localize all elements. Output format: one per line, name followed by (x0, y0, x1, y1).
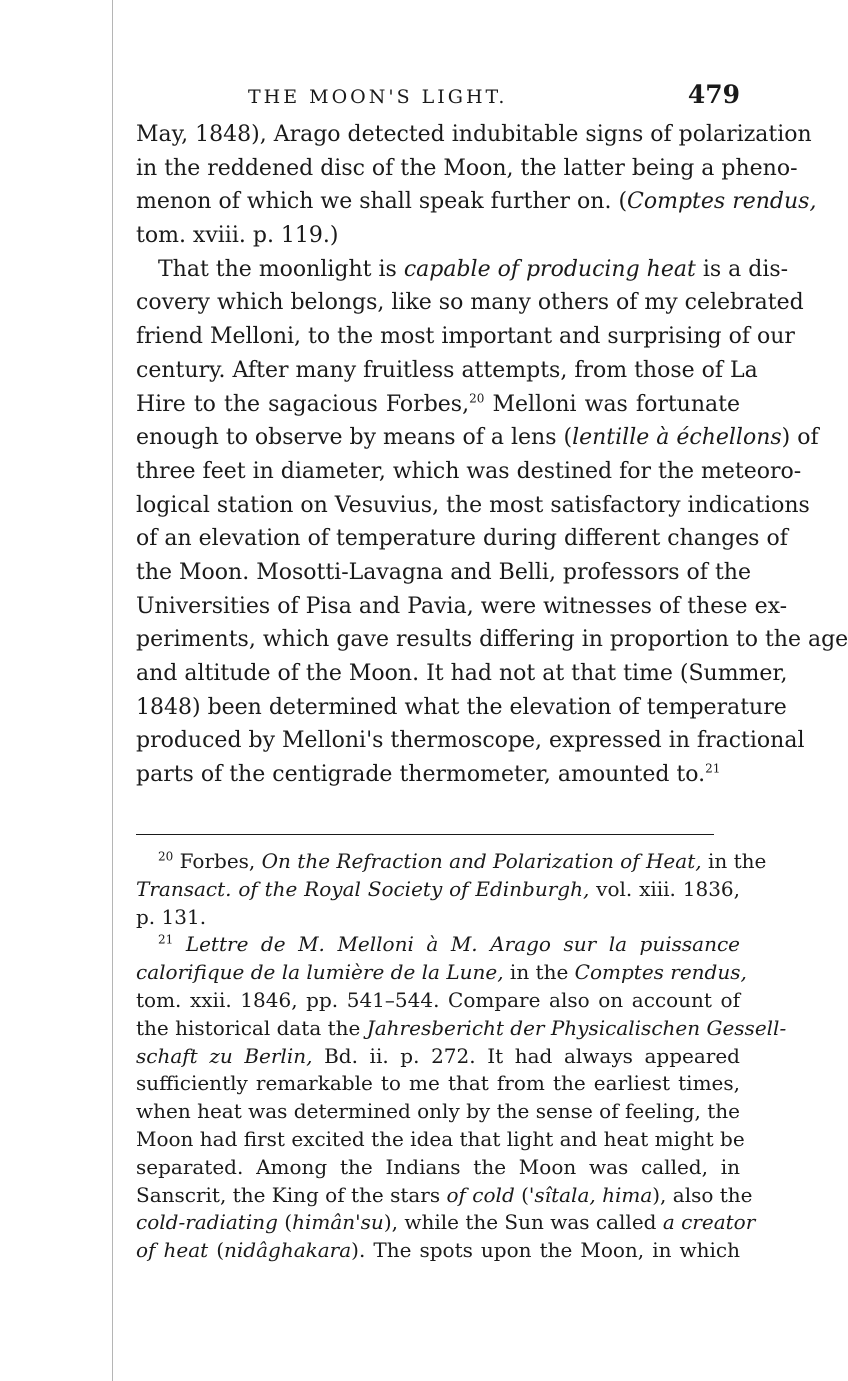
footnote-ref-21: 21 (705, 761, 721, 776)
footnote-line: Sanscrit, the King of the stars of cold ('sîtala, hima), also the (136, 1182, 753, 1207)
body-line: menon of which we shall speak further on. (Comptes rendus, (136, 189, 817, 215)
body-text (136, 118, 848, 792)
body-line: and altitude of the Moon. It had not at that time (Summer, (136, 661, 788, 686)
footnote-divider (136, 834, 714, 835)
body-line: of an elevation of temperature during different changes of (136, 526, 788, 552)
footnote-line: Transact. of the Royal Society of Edinburgh, vol. xiii. 1836, (136, 876, 741, 901)
footnote-line: $^{21}$ Lettre de M. Melloni à M. Arago sur la puissance (158, 932, 740, 957)
running-title: THE MOON'S LIGHT. (248, 86, 508, 108)
footnote-line: the historical data the Jahresbericht der Physicalischen Gessell- (136, 1015, 787, 1040)
footnote-line: p. 131. (136, 904, 207, 929)
body-line: Universities of Pisa and Pavia, were witnesses of these ex- (136, 593, 788, 619)
footnotes (136, 848, 787, 1265)
footnote-line: of heat (nidâghakara). The spots upon the Moon, in which (136, 1238, 741, 1263)
footnote-line: when heat was determined only by the sense of feeling, the (136, 1099, 740, 1124)
footnote-line: separated. Among the Indians the Moon was called, in (136, 1154, 740, 1179)
footnote-line: cold-radiating (himân'su), while the Sun was called a creator (136, 1210, 756, 1235)
body-line: friend Melloni, to the most important and surprising of our (136, 324, 795, 350)
body-line: 1848) been determined what the elevation of temperature (136, 694, 787, 720)
body-line: three feet in diameter, which was destined for the meteoro- (136, 458, 802, 484)
body-line: tom. xviii. p. 119.) (136, 223, 339, 249)
body-line: logical station on Vesuvius, the most satisfactory indications (136, 492, 810, 518)
footnote-line: tom. xxii. 1846, pp. 541–544. Compare also on account of (136, 987, 740, 1012)
page-header (128, 80, 740, 110)
body-line: produced by Melloni's thermoscope, expressed in fractional (136, 728, 805, 754)
body-line: May, 1848), Arago detected indubitable signs of polarization (136, 122, 812, 147)
body-line: century. After many fruitless attempts, from those of La (136, 357, 758, 383)
body-line: Hire to the sagacious Forbes,$^{20}$ Melloni was fortunate (136, 391, 740, 417)
body-line: parts of the centigrade thermometer, amounted to.$^{21}$ (136, 761, 721, 788)
footnote-ref-20: 20 (469, 391, 485, 406)
body-line: in the reddened disc of the Moon, the latter being a pheno- (136, 155, 798, 181)
body-line: periments, which gave results differing in proportion to the age (136, 627, 848, 653)
footnote-line: $^{20}$ Forbes, On the Refraction and Polarization of Heat, in the (158, 849, 767, 873)
body-line: That the moonlight is capable of producing heat is a dis- (158, 256, 789, 282)
body-line: the Moon. Mosotti-Lavagna and Belli, professors of the (136, 559, 751, 585)
footnote-line: Moon had first excited the idea that light and heat might be (136, 1126, 745, 1151)
body-line: enough to observe by means of a lens (lentille à échellons) of (136, 425, 819, 451)
page-number: 479 (687, 80, 740, 109)
body-line: covery which belongs, like so many others of my celebrated (136, 290, 804, 316)
footnote-line: sufficiently remarkable to me that from the earliest times, (136, 1071, 740, 1096)
page-binding-edge (112, 0, 113, 1381)
footnote-marker-20: 20 (158, 849, 174, 864)
footnote-marker-21: 21 (158, 932, 174, 947)
footnote-line: schaft zu Berlin, Bd. ii. p. 272. It had always appeared (136, 1043, 740, 1068)
footnote-line: calorifique de la lumière de la Lune, in the Comptes rendus, (136, 960, 747, 985)
